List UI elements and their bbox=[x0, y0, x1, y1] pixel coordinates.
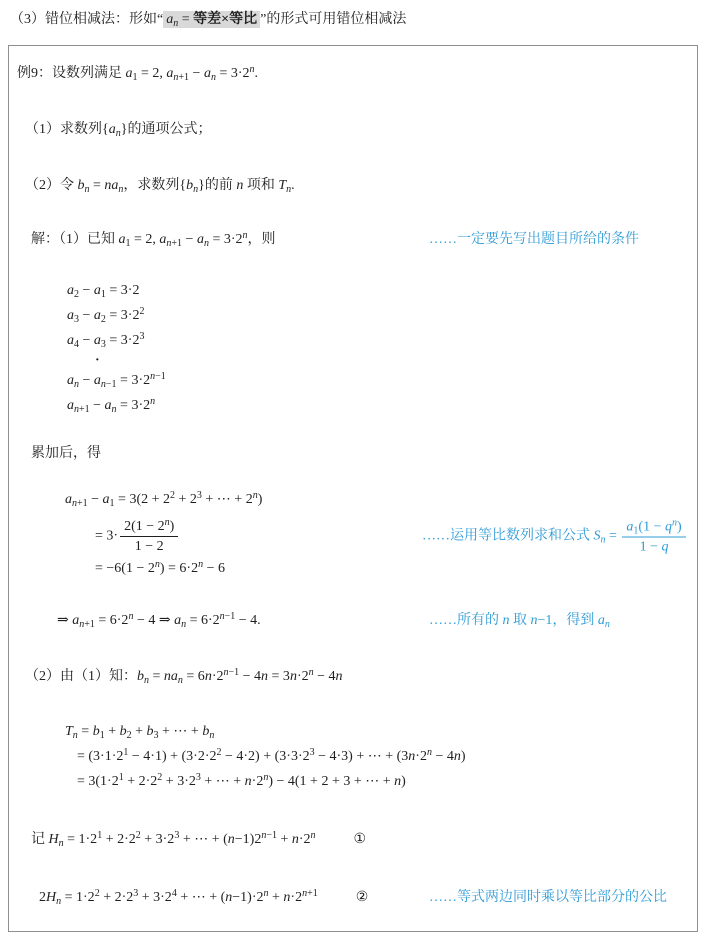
stack-equation-n1 bbox=[67, 393, 689, 418]
sum-expansion bbox=[17, 490, 689, 510]
simplified-step bbox=[17, 559, 689, 579]
stack-equation-n bbox=[67, 368, 689, 393]
question-2-text: （2）令 $b_n = na_n$，求数列$\{b_n\}$的前 n 项和 $T_n$. bbox=[25, 178, 295, 195]
fraction-numerator: $a_1(1 - q^n)$ bbox=[622, 518, 685, 537]
question-2 bbox=[17, 176, 689, 196]
sum-expansion-text: $a_{n+1} - a_1 = 3(2 + 2^2 + 2^3$ + ⋯ + $2^n$) bbox=[65, 490, 263, 509]
example-box bbox=[8, 45, 698, 932]
telescoping-stack bbox=[17, 278, 689, 418]
conclusion-step bbox=[17, 611, 689, 631]
tn-line-2-text: = $(3\cdot 1\cdot 2^1 - 4\cdot 1) + (3\cdot 2\cdot 2^2 - 4\cdot 2) + (3\cdot 3\cdot 2^3 - 4\cdot 3)$ + ⋯ + $(3n\cdot 2^n - 4n)$ bbox=[77, 747, 466, 764]
hn-definition bbox=[17, 830, 689, 850]
gp-sum-step bbox=[17, 518, 689, 555]
tn-line-1-text: $T_n = b_1 + b_2 + b_3$ + ⋯ + $b_n$ bbox=[65, 724, 215, 741]
annotation-write-conditions: ……一定要先写出题目所给的条件 bbox=[429, 232, 639, 247]
question-1-text: （1）求数列$\{a_n\}$的通项公式； bbox=[25, 122, 212, 139]
stack-equation-2-text: $a_3 - a_2 = 3\cdot 2^2$ bbox=[67, 306, 145, 325]
part2-expansion bbox=[17, 667, 689, 687]
tn-line-1 bbox=[17, 719, 689, 744]
annotation-gp-text: ……运用等比数列求和公式 $S_n$ = bbox=[422, 528, 621, 546]
stack-equation-1-text: $a_2 - a_1 = 3\cdot 2$ bbox=[67, 283, 140, 300]
gp-sum-prefix: = 3· bbox=[95, 528, 119, 544]
stack-equation-1 bbox=[67, 278, 689, 303]
method-formula-highlight bbox=[163, 11, 260, 28]
annotation-substitute-n: ……所有的 n 取 n−1，得到 $a_n$ bbox=[429, 613, 610, 630]
tn-line-2 bbox=[17, 744, 689, 769]
stack-equation-n1-text: $a_{n+1} - a_n = 3\cdot 2^n$ bbox=[67, 396, 156, 415]
fraction-denominator: 1 − q bbox=[639, 539, 669, 554]
vertical-ellipsis bbox=[67, 353, 689, 368]
solution-part1-text: 解：（1）已知 $a_1 = 2$, $a_{n+1} - a_n = 3\cdot 2^n$，则 bbox=[31, 230, 276, 249]
method-note-prefix: （3）错位相减法：形如“ bbox=[10, 12, 164, 27]
hn-doubled bbox=[17, 888, 689, 908]
stack-equation-3-text: $a_4 - a_3 = 3\cdot 2^3$ bbox=[67, 331, 145, 350]
vertical-ellipsis-text: · bbox=[95, 353, 100, 368]
method-note bbox=[8, 10, 698, 30]
equation-tag-1: ① bbox=[353, 832, 367, 847]
example-statement-text: 例9：设数列满足 $a_1 = 2$, $a_{n+1} - a_n = 3\cdot 2^n$. bbox=[17, 64, 259, 83]
hn-formula: 记 $H_n = 1\cdot 2^1 + 2\cdot 2^2 + 3\cdot 2^3$ + ⋯ + $(n-1)2^{n-1} + n\cdot 2^n$ bbox=[31, 830, 316, 849]
solution-part1-intro bbox=[17, 230, 689, 250]
accumulate-note bbox=[17, 444, 689, 464]
gp-sum-fraction bbox=[120, 518, 178, 555]
question-1 bbox=[17, 120, 689, 140]
simplified-step-text: = $-6(1 - 2^n) = 6\cdot 2^n - 6$ bbox=[95, 559, 225, 576]
stack-equation-2 bbox=[67, 303, 689, 328]
annotation-gp-formula bbox=[422, 518, 688, 555]
stack-equation-3 bbox=[67, 328, 689, 353]
accumulate-note-text: 累加后，得 bbox=[31, 446, 101, 461]
tn-line-3 bbox=[17, 769, 689, 794]
equation-tag-2: ② bbox=[355, 890, 369, 905]
method-formula-bold: 等差×等比 bbox=[193, 12, 258, 27]
annotation-gp-fraction bbox=[622, 518, 685, 555]
stack-equation-n-text: $a_n - a_{n-1} = 3\cdot 2^{n-1}$ bbox=[67, 371, 166, 390]
part2-expansion-text: （2）由（1）知：$b_n = na_n = 6n\cdot 2^{n-1} - 4n = 3n\cdot 2^n - 4n$ bbox=[25, 667, 343, 686]
method-formula-math: $a_n$ = bbox=[166, 12, 194, 29]
method-note-suffix: ”的形式可用错位相减法 bbox=[260, 12, 407, 27]
example-statement bbox=[17, 64, 689, 84]
conclusion-step-text: ⇒ $a_{n+1} = 6\cdot 2^n - 4$ ⇒ $a_n = 6\cdot 2^{n-1} - 4$. bbox=[57, 611, 261, 630]
annotation-multiply-ratio: ……等式两边同时乘以等比部分的公比 bbox=[429, 890, 667, 905]
hn-doubled-formula: $2H_n = 1\cdot 2^2 + 2\cdot 2^3 + 3\cdot 2^4$ + ⋯ + $(n-1)\cdot 2^n + n\cdot 2^{n+1}$ bbox=[39, 888, 318, 907]
fraction-numerator: $2(1 - 2^n)$ bbox=[120, 518, 178, 537]
tn-line-3-text: = $3(1\cdot 2^1 + 2\cdot 2^2 + 3\cdot 2^3$ + ⋯ + $n\cdot 2^n) - 4(1 + 2 + 3$ + ⋯ + n) bbox=[77, 772, 406, 789]
fraction-denominator: 1 − 2 bbox=[134, 539, 164, 554]
